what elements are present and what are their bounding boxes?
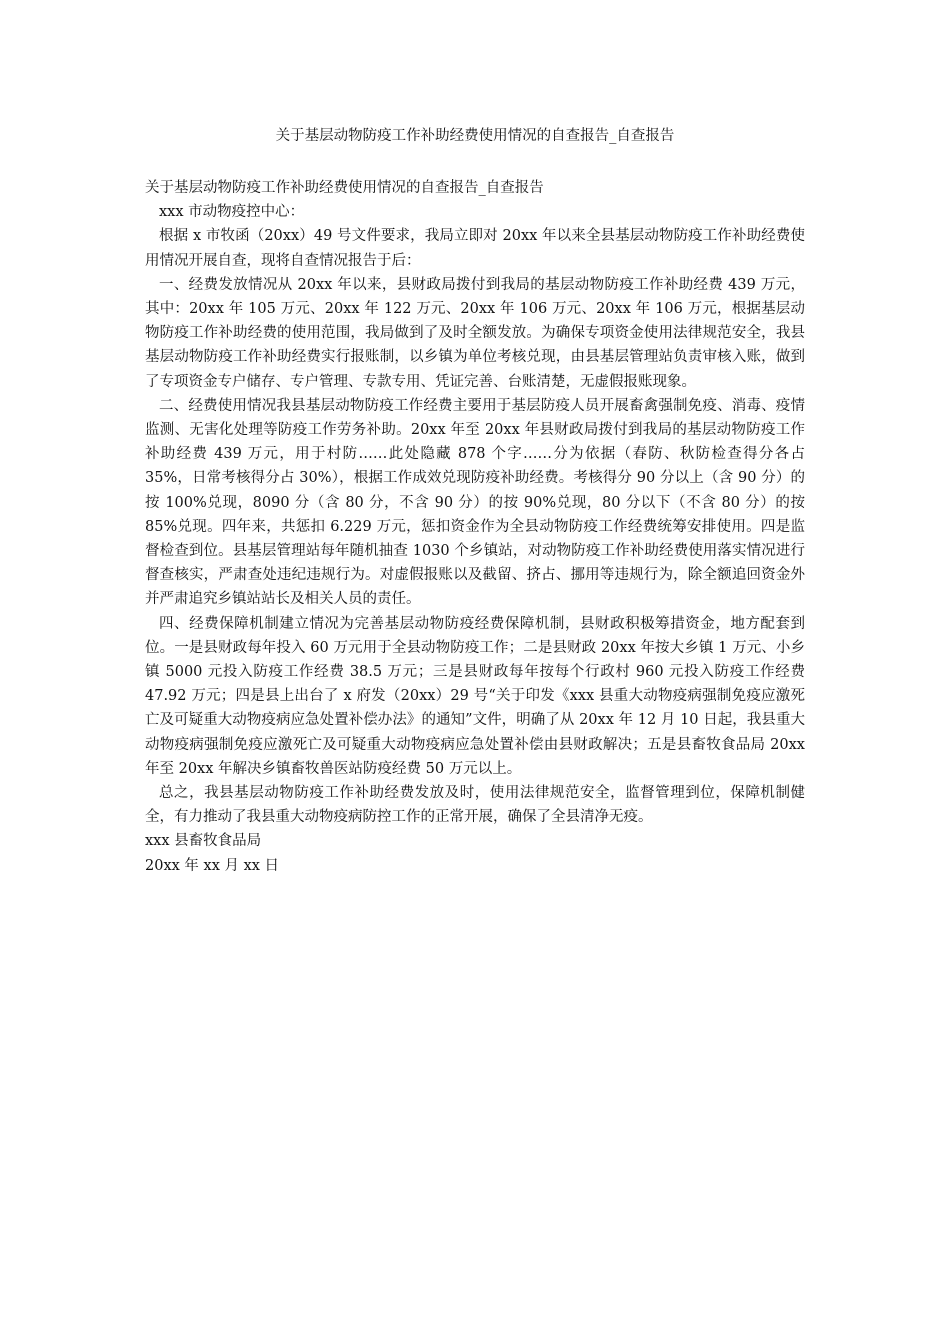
signature-date: 20xx 年 xx 月 xx 日 [145,857,280,874]
paragraph-intro: 根据 x 市牧函（20xx）49 号文件要求，我局立即对 20xx 年以来全县基层动物防疫工作补助经费使用情况开展自查，现将自查情况报告于后： [145,228,805,269]
signature-organization: xxx 县畜牧食品局 [145,833,262,850]
paragraph-conclusion: 总之，我县基层动物防疫工作补助经费发放及时，使用法律规范安全，监督管理到位，保障机制健全，有力推动了我县重大动物疫病防控工作的正常开展，确保了全县清净无疫。 [145,785,805,826]
document-subtitle: 关于基层动物防疫工作补助经费使用情况的自查报告_自查报告 [145,180,544,196]
paragraph-section-2: 二、经费使用情况我县基层动物防疫工作经费主要用于基层防疫人员开展畜禽强制免疫、消毒、疫情监测、无害化处理等防疫工作劳务补助。20xx 年至 20xx 年县财政局拨付到我局的基层动物防疫工作补助经费 439 万元，用于村防……此处隐藏 878 个字……分为依据（春防、秋防检查得分各占 35%，日常考核得分占 30%），根据工作成效兑现防疫补助经费。考核得分 90 分以上（含 90 分）的按 100%兑现，8090 分（含 80 分，不含 90 分）的按 90%兑现，80 分以下（不含 80 分）的按 85%兑现。四年来，共惩扣 6.229 万元，惩扣资金作为全县动物防疫工作经费统筹安排使用。四是监督检查到位。县基层管理站每年随机抽查 1030 个乡镇站，对动物防疫工作补助经费使用落实情况进行督查核实，严肃查处违纪违规行为。对虚假报账以及截留、挤占、挪用等违规行为，除全额追回资金外并严肃追究乡镇站站长及相关人员的责任。 [145,397,805,608]
salutation: xxx 市动物疫控中心： [159,204,305,221]
paragraph-section-1: 一、经费发放情况从 20xx 年以来，县财政局拨付到我局的基层动物防疫工作补助经费 439 万元，其中：20xx 年 105 万元、20xx 年 122 万元、20xx 年 106 万元、20xx 年 106 万元，根据基层动物防疫工作补助经费的使用范围，我局做到了及时全额发放。为确保专项资金使用法律规范安全，我县基层动物防疫工作补助经费实行报账制，以乡镇为单位考核兑现，由县基层管理站负责审核入账，做到了专项资金专户储存、专户管理、专款专用、凭证完善、台账清楚，无虚假报账现象。 [145,276,805,390]
document-body [145,176,805,878]
paragraph-section-4: 四、经费保障机制建立情况为完善基层动物防疫经费保障机制，县财政积极筹措资金，地方配套到位。一是县财政每年投入 60 万元用于全县动物防疫工作；二是县财政 20xx 年按大乡镇 1 万元、小乡镇 5000 元投入防疫工作经费 38.5 万元；三是县财政每年按每个行政村 960 元投入防疫工作经费 47.92 万元；四是县上出台了 x 府发（20xx）29 号“关于印发《xxx 县重大动物疫病强制免疫应激死亡及可疑重大动物疫病应急处置补偿办法》的通知”文件，明确了从 20xx 年 12 月 10 日起，我县重大动物疫病强制免疫应激死亡及可疑重大动物疫病应急处置补偿由县财政解决；五是县畜牧食品局 20xx 年至 20xx 年解决乡镇畜牧兽医站防疫经费 50 万元以上。 [145,615,805,777]
document-title: 关于基层动物防疫工作补助经费使用情况的自查报告_自查报告 [275,128,675,144]
